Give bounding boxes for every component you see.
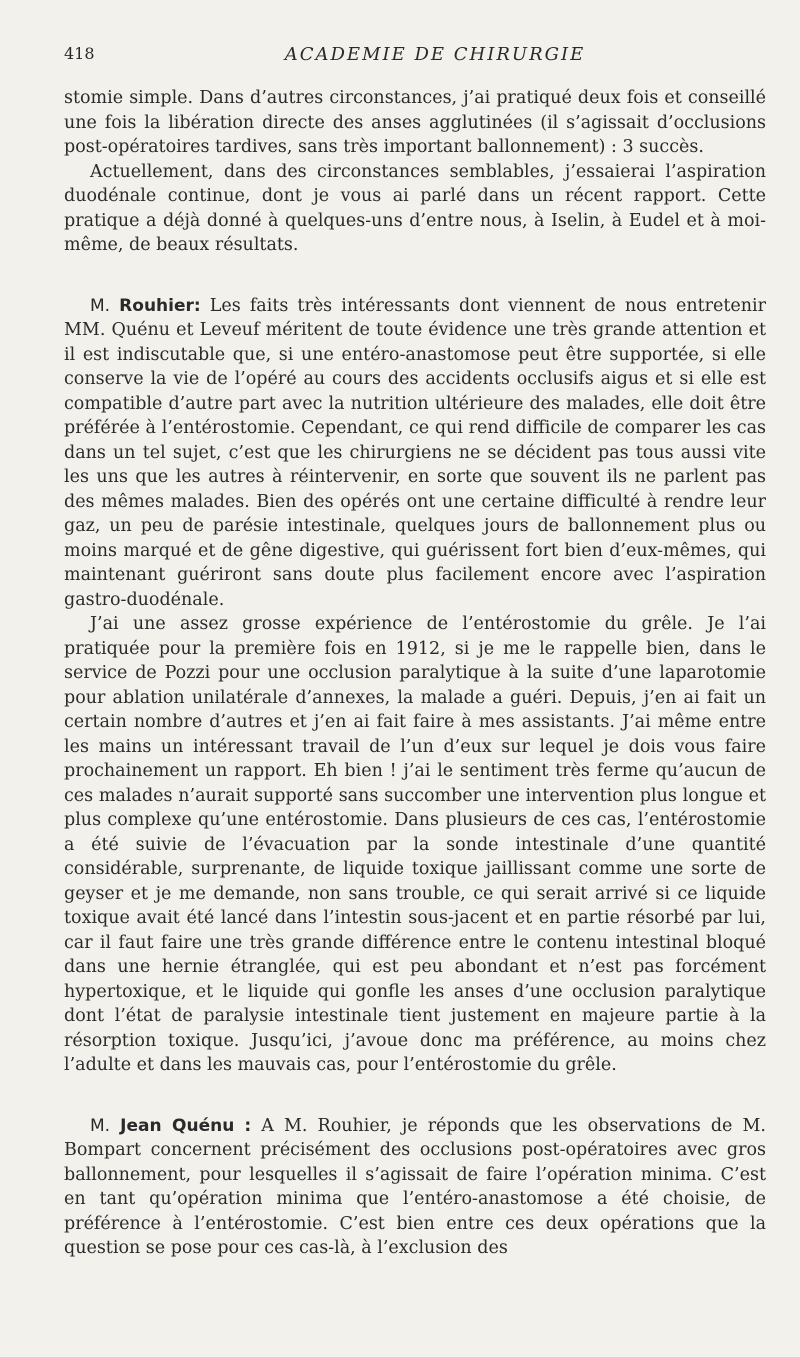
rouhier-intervention [64, 294, 766, 613]
speaker-name-rouhier: Rouhier [119, 295, 194, 316]
speaker-name-quenu: Jean Quénu [120, 1115, 235, 1136]
body-text [64, 86, 766, 1261]
journal-title: ACADEMIE DE CHIRURGIE [284, 44, 586, 65]
paragraph-aspiration: Actuellement, dans des circonstances semblables, j’essaierai l’aspiration duodénale continue, dont je vous ai parlé dans un récent rapport. Cette pratique a déjà donné à quelques-uns d’entre nous, à Iselin, à Eudel et à moi-même, de beaux résultats. [64, 161, 766, 255]
paragraph-continuation: stomie simple. Dans d’autres circonstances, j’ai pratiqué deux fois et conseillé une fois la libération directe des anses agglutinées (il s’agissait d’occlusions post-opératoires tardives, sans très important ballonnement) : 3 succès. [64, 88, 766, 157]
quenu-text: A M. Rouhier, je réponds que les observations de M. Bompart concernent précisément des occlusions post-opératoires avec gros ballonnement, pour lesquelles il s’agissait de faire l’opération minima. C’est en tant qu’opération minima que l’entéro-anastomose a été choisie, de préférence à l’entérostomie. C’est bien entre ces deux opérations que la question se pose pour ces cas-là, à l’exclusion des [64, 1115, 766, 1258]
rouhier-text: Les faits très intéressants dont viennent de nous entretenir MM. Quénu et Leveuf méritent de toute évidence une très grande attention et il est indiscutable que, si une entéro-anastomose peut être supportée, si elle conserve la vie de l’opéré au cours des accidents occlusifs aigus et si elle est compatible d’autre part avec la nutrition ultérieure des malades, elle doit être préférée à l’entérostomie. Cependant, ce qui rend difficile de comparer les cas dans un tel sujet, c’est que les chirurgiens ne se décident pas tous aussi vite les uns que les autres à réintervenir, en sorte que souvent ils ne parlent pas des mêmes malades. Bien des opérés ont une certaine difficulté à rendre leur gaz, un peu de parésie intestinale, quelques jours de ballonnement plus ou moins marqué et de gêne digestive, qui guérissent fort bien d’eux-mêmes, qui maintenant guériront sans doute plus facilement encore avec l’aspiration gastro-duodénale. [64, 295, 766, 610]
quenu-intervention [64, 1114, 766, 1261]
speaker-separator: : [193, 295, 201, 316]
paragraph-enterostomie: J’ai une assez grosse expérience de l’entérostomie du grêle. Je l’ai pratiquée pour la première fois en 1912, si je me le rappelle bien, dans le service de Pozzi pour une occlusion paralytique à la suite d’une laparotomie pour ablation unilatérale d’annexes, la malade a guéri. Depuis, j’en ai fait un certain nombre d’autres et j’en ai fait faire à mes assistants. J’ai même entre les mains un intéressant travail de l’un d’eux sur lequel je dois vous faire prochainement un rapport. Eh bien ! j’ai le sentiment très ferme qu’aucun de ces malades n’aurait supporté sans succomber une intervention plus longue et plus complexe qu’une entérostomie. Dans plusieurs de ces cas, l’entérostomie a été suivie de l’évacuation par la sonde intestinale d’une quantité considérable, surprenante, de liquide toxique jaillissant comme une sorte de geyser et je me demande, non sans trouble, ce qui serait arrivé si ce liquide toxique avait été lancé dans l’intestin sous-jacent et en partie résorbé par lui, car il faut faire une très grande différence entre le contenu intestinal bloqué dans une hernie étranglée, qui est peu abondant et n’est pas forcément hypertoxique, et le liquide qui gonfle les anses d’une occlusion paralytique dont l’état de paralysie intestinale tient justement en majeure partie à la résorption toxique. Jusqu’ici, j’avoue donc ma préférence, au moins chez l’adulte et dans les mauvais cas, pour l’entérostomie du grêle. [64, 614, 766, 1075]
speaker-honorific: M. [90, 295, 111, 316]
page-number: 418 [64, 44, 95, 63]
speaker-honorific: M. [90, 1115, 111, 1136]
running-head [64, 44, 766, 68]
speaker-separator: : [244, 1115, 252, 1136]
